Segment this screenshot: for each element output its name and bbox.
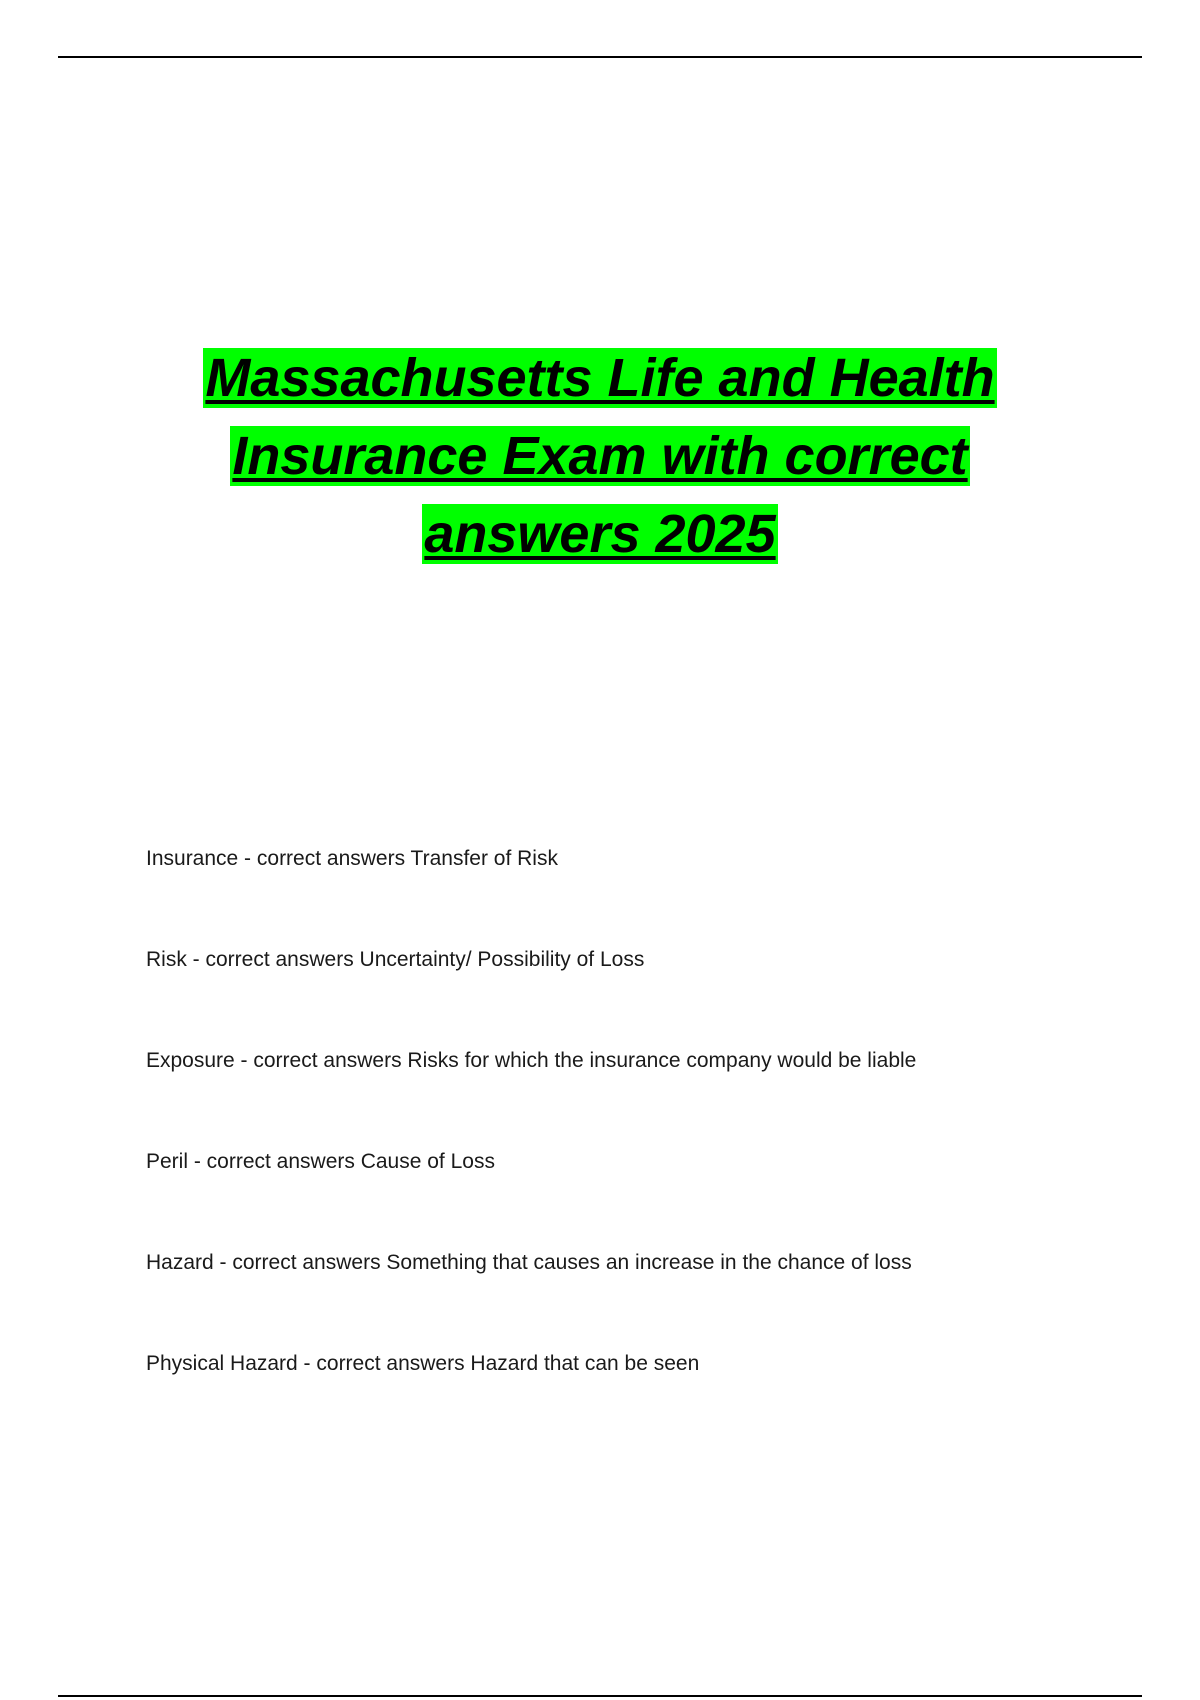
title-line-3: [0, 502, 1200, 580]
qa-item-hazard: Hazard - correct answers Something that causes an increase in the chance of loss: [146, 1251, 912, 1274]
title-line-1-text: Massachusetts Life and Health: [205, 348, 995, 408]
title-line-2-text: Insurance Exam with correct: [232, 426, 968, 486]
qa-list: [146, 845, 1146, 1451]
qa-item-peril: Peril - correct answers Cause of Loss: [146, 1150, 495, 1173]
title-line-1: [0, 346, 1200, 424]
title-line-2: [0, 424, 1200, 502]
top-rule: [58, 56, 1142, 58]
qa-item-insurance: Insurance - correct answers Transfer of Risk: [146, 847, 558, 870]
qa-item-exposure: Exposure - correct answers Risks for which the insurance company would be liable: [146, 1049, 917, 1072]
document-title: [0, 346, 1200, 580]
qa-item-physical-hazard: Physical Hazard - correct answers Hazard that can be seen: [146, 1352, 700, 1375]
qa-item-risk: Risk - correct answers Uncertainty/ Possibility of Loss: [146, 948, 645, 971]
bottom-rule: [58, 1695, 1142, 1697]
title-line-3-text: answers 2025: [424, 504, 776, 564]
